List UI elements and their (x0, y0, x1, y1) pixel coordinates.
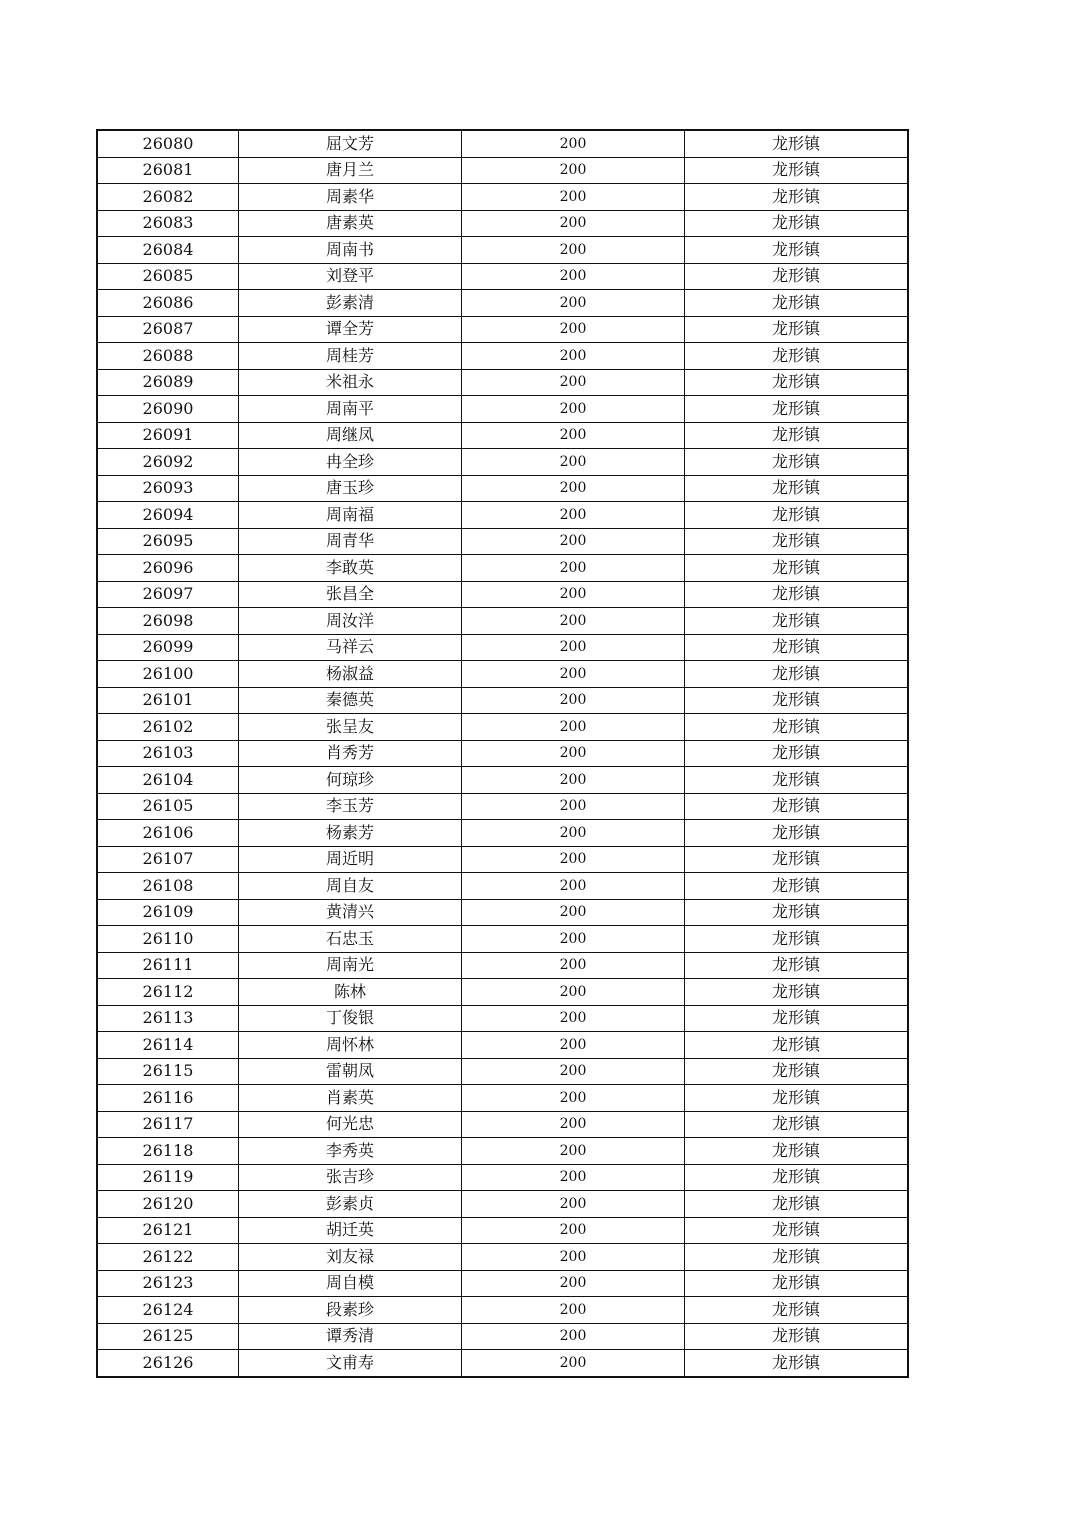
amount-cell: 200 (462, 1032, 685, 1059)
person-name-cell: 冉全珍 (239, 449, 462, 476)
table-row (97, 1058, 908, 1085)
table-row (97, 820, 908, 847)
town-cell: 龙形镇 (685, 740, 909, 767)
person-name-cell: 彭素贞 (239, 1191, 462, 1218)
record-id-cell: 26123 (97, 1270, 239, 1297)
town-cell: 龙形镇 (685, 1217, 909, 1244)
person-name-cell: 张昌全 (239, 581, 462, 608)
person-name-cell: 何光忠 (239, 1111, 462, 1138)
person-name-cell: 周桂芳 (239, 343, 462, 370)
amount-cell: 200 (462, 952, 685, 979)
town-cell: 龙形镇 (685, 1270, 909, 1297)
person-name-cell: 陈林 (239, 979, 462, 1006)
town-cell: 龙形镇 (685, 502, 909, 529)
town-cell: 龙形镇 (685, 1085, 909, 1112)
amount-cell: 200 (462, 343, 685, 370)
amount-cell: 200 (462, 1270, 685, 1297)
table-row (97, 581, 908, 608)
record-id-cell: 26111 (97, 952, 239, 979)
table-row (97, 1005, 908, 1032)
town-cell: 龙形镇 (685, 369, 909, 396)
person-name-cell: 黄清兴 (239, 899, 462, 926)
table-row (97, 263, 908, 290)
person-name-cell: 彭素清 (239, 290, 462, 317)
amount-cell: 200 (462, 1217, 685, 1244)
record-id-cell: 26084 (97, 237, 239, 264)
table-row (97, 714, 908, 741)
record-id-cell: 26113 (97, 1005, 239, 1032)
record-id-cell: 26099 (97, 634, 239, 661)
amount-cell: 200 (462, 1323, 685, 1350)
town-cell: 龙形镇 (685, 449, 909, 476)
amount-cell: 200 (462, 369, 685, 396)
table-row (97, 316, 908, 343)
record-id-cell: 26106 (97, 820, 239, 847)
town-cell: 龙形镇 (685, 1111, 909, 1138)
record-id-cell: 26097 (97, 581, 239, 608)
table-row (97, 899, 908, 926)
amount-cell: 200 (462, 422, 685, 449)
person-name-cell: 肖秀芳 (239, 740, 462, 767)
amount-cell: 200 (462, 846, 685, 873)
record-id-cell: 26095 (97, 528, 239, 555)
amount-cell: 200 (462, 1005, 685, 1032)
record-id-cell: 26082 (97, 184, 239, 211)
town-cell: 龙形镇 (685, 184, 909, 211)
amount-cell: 200 (462, 661, 685, 688)
record-id-cell: 26105 (97, 793, 239, 820)
record-id-cell: 26125 (97, 1323, 239, 1350)
table-row (97, 1111, 908, 1138)
table-row (97, 475, 908, 502)
town-cell: 龙形镇 (685, 581, 909, 608)
amount-cell: 200 (462, 740, 685, 767)
person-name-cell: 何琼珍 (239, 767, 462, 794)
town-cell: 龙形镇 (685, 1058, 909, 1085)
table-row (97, 1164, 908, 1191)
table-row (97, 846, 908, 873)
record-id-cell: 26122 (97, 1244, 239, 1271)
amount-cell: 200 (462, 1085, 685, 1112)
person-name-cell: 周继凤 (239, 422, 462, 449)
record-id-cell: 26081 (97, 157, 239, 184)
person-name-cell: 屈文芳 (239, 130, 462, 157)
person-name-cell: 周南书 (239, 237, 462, 264)
town-cell: 龙形镇 (685, 793, 909, 820)
amount-cell: 200 (462, 290, 685, 317)
record-id-cell: 26080 (97, 130, 239, 157)
amount-cell: 200 (462, 316, 685, 343)
person-name-cell: 周南福 (239, 502, 462, 529)
person-name-cell: 周青华 (239, 528, 462, 555)
record-id-cell: 26121 (97, 1217, 239, 1244)
amount-cell: 200 (462, 396, 685, 423)
town-cell: 龙形镇 (685, 952, 909, 979)
town-cell: 龙形镇 (685, 210, 909, 237)
amount-cell: 200 (462, 502, 685, 529)
town-cell: 龙形镇 (685, 528, 909, 555)
town-cell: 龙形镇 (685, 687, 909, 714)
record-id-cell: 26094 (97, 502, 239, 529)
town-cell: 龙形镇 (685, 263, 909, 290)
record-id-cell: 26087 (97, 316, 239, 343)
town-cell: 龙形镇 (685, 661, 909, 688)
amount-cell: 200 (462, 1350, 685, 1377)
amount-cell: 200 (462, 263, 685, 290)
town-cell: 龙形镇 (685, 396, 909, 423)
town-cell: 龙形镇 (685, 1244, 909, 1271)
amount-cell: 200 (462, 157, 685, 184)
amount-cell: 200 (462, 1297, 685, 1324)
roster-body (97, 130, 908, 1377)
person-name-cell: 石忠玉 (239, 926, 462, 953)
person-name-cell: 刘登平 (239, 263, 462, 290)
person-name-cell: 周南光 (239, 952, 462, 979)
record-id-cell: 26100 (97, 661, 239, 688)
record-id-cell: 26098 (97, 608, 239, 635)
table-row (97, 555, 908, 582)
record-id-cell: 26083 (97, 210, 239, 237)
record-id-cell: 26085 (97, 263, 239, 290)
table-row (97, 422, 908, 449)
town-cell: 龙形镇 (685, 846, 909, 873)
amount-cell: 200 (462, 1164, 685, 1191)
person-name-cell: 李玉芳 (239, 793, 462, 820)
person-name-cell: 李敢英 (239, 555, 462, 582)
roster-table (96, 129, 909, 1378)
amount-cell: 200 (462, 608, 685, 635)
amount-cell: 200 (462, 1244, 685, 1271)
amount-cell: 200 (462, 130, 685, 157)
table-row (97, 1297, 908, 1324)
table-row (97, 1350, 908, 1377)
person-name-cell: 秦德英 (239, 687, 462, 714)
amount-cell: 200 (462, 1111, 685, 1138)
record-id-cell: 26086 (97, 290, 239, 317)
town-cell: 龙形镇 (685, 979, 909, 1006)
record-id-cell: 26120 (97, 1191, 239, 1218)
person-name-cell: 唐月兰 (239, 157, 462, 184)
amount-cell: 200 (462, 926, 685, 953)
town-cell: 龙形镇 (685, 926, 909, 953)
table-row (97, 449, 908, 476)
town-cell: 龙形镇 (685, 475, 909, 502)
amount-cell: 200 (462, 634, 685, 661)
town-cell: 龙形镇 (685, 555, 909, 582)
table-row (97, 502, 908, 529)
table-row (97, 1323, 908, 1350)
person-name-cell: 周自友 (239, 873, 462, 900)
table-row (97, 1085, 908, 1112)
amount-cell: 200 (462, 767, 685, 794)
town-cell: 龙形镇 (685, 1138, 909, 1165)
record-id-cell: 26110 (97, 926, 239, 953)
town-cell: 龙形镇 (685, 634, 909, 661)
amount-cell: 200 (462, 581, 685, 608)
record-id-cell: 26096 (97, 555, 239, 582)
town-cell: 龙形镇 (685, 316, 909, 343)
table-row (97, 290, 908, 317)
person-name-cell: 马祥云 (239, 634, 462, 661)
town-cell: 龙形镇 (685, 1323, 909, 1350)
table-row (97, 979, 908, 1006)
person-name-cell: 杨素芳 (239, 820, 462, 847)
record-id-cell: 26090 (97, 396, 239, 423)
record-id-cell: 26089 (97, 369, 239, 396)
table-row (97, 952, 908, 979)
person-name-cell: 文甫寿 (239, 1350, 462, 1377)
record-id-cell: 26091 (97, 422, 239, 449)
person-name-cell: 雷朝凤 (239, 1058, 462, 1085)
table-row (97, 210, 908, 237)
record-id-cell: 26101 (97, 687, 239, 714)
town-cell: 龙形镇 (685, 290, 909, 317)
record-id-cell: 26124 (97, 1297, 239, 1324)
person-name-cell: 胡迁英 (239, 1217, 462, 1244)
record-id-cell: 26119 (97, 1164, 239, 1191)
town-cell: 龙形镇 (685, 767, 909, 794)
table-row (97, 1270, 908, 1297)
town-cell: 龙形镇 (685, 1297, 909, 1324)
town-cell: 龙形镇 (685, 422, 909, 449)
person-name-cell: 周自模 (239, 1270, 462, 1297)
record-id-cell: 26104 (97, 767, 239, 794)
table-row (97, 157, 908, 184)
record-id-cell: 26107 (97, 846, 239, 873)
amount-cell: 200 (462, 873, 685, 900)
table-row (97, 1244, 908, 1271)
amount-cell: 200 (462, 528, 685, 555)
table-row (97, 687, 908, 714)
town-cell: 龙形镇 (685, 1164, 909, 1191)
person-name-cell: 周汝洋 (239, 608, 462, 635)
person-name-cell: 刘友禄 (239, 1244, 462, 1271)
record-id-cell: 26092 (97, 449, 239, 476)
table-row (97, 184, 908, 211)
record-id-cell: 26115 (97, 1058, 239, 1085)
table-row (97, 528, 908, 555)
amount-cell: 200 (462, 793, 685, 820)
town-cell: 龙形镇 (685, 714, 909, 741)
person-name-cell: 肖素英 (239, 1085, 462, 1112)
town-cell: 龙形镇 (685, 237, 909, 264)
person-name-cell: 唐玉珍 (239, 475, 462, 502)
person-name-cell: 张呈友 (239, 714, 462, 741)
record-id-cell: 26116 (97, 1085, 239, 1112)
table-row (97, 396, 908, 423)
record-id-cell: 26126 (97, 1350, 239, 1377)
table-row (97, 1138, 908, 1165)
record-id-cell: 26093 (97, 475, 239, 502)
town-cell: 龙形镇 (685, 1032, 909, 1059)
table-row (97, 793, 908, 820)
amount-cell: 200 (462, 555, 685, 582)
table-row (97, 130, 908, 157)
record-id-cell: 26112 (97, 979, 239, 1006)
town-cell: 龙形镇 (685, 343, 909, 370)
town-cell: 龙形镇 (685, 157, 909, 184)
town-cell: 龙形镇 (685, 873, 909, 900)
person-name-cell: 周怀林 (239, 1032, 462, 1059)
person-name-cell: 张吉珍 (239, 1164, 462, 1191)
amount-cell: 200 (462, 714, 685, 741)
town-cell: 龙形镇 (685, 130, 909, 157)
town-cell: 龙形镇 (685, 1005, 909, 1032)
amount-cell: 200 (462, 899, 685, 926)
record-id-cell: 26114 (97, 1032, 239, 1059)
town-cell: 龙形镇 (685, 820, 909, 847)
table-row (97, 237, 908, 264)
table-row (97, 369, 908, 396)
table-row (97, 740, 908, 767)
amount-cell: 200 (462, 820, 685, 847)
roster-sheet (96, 129, 906, 1378)
record-id-cell: 26102 (97, 714, 239, 741)
table-row (97, 634, 908, 661)
town-cell: 龙形镇 (685, 899, 909, 926)
amount-cell: 200 (462, 1058, 685, 1085)
person-name-cell: 米祖永 (239, 369, 462, 396)
table-row (97, 926, 908, 953)
person-name-cell: 周素华 (239, 184, 462, 211)
amount-cell: 200 (462, 210, 685, 237)
amount-cell: 200 (462, 184, 685, 211)
table-row (97, 1032, 908, 1059)
table-row (97, 873, 908, 900)
town-cell: 龙形镇 (685, 1191, 909, 1218)
person-name-cell: 唐素英 (239, 210, 462, 237)
record-id-cell: 26088 (97, 343, 239, 370)
person-name-cell: 杨淑益 (239, 661, 462, 688)
person-name-cell: 谭全芳 (239, 316, 462, 343)
amount-cell: 200 (462, 1138, 685, 1165)
amount-cell: 200 (462, 475, 685, 502)
town-cell: 龙形镇 (685, 1350, 909, 1377)
town-cell: 龙形镇 (685, 608, 909, 635)
table-row (97, 343, 908, 370)
person-name-cell: 李秀英 (239, 1138, 462, 1165)
amount-cell: 200 (462, 979, 685, 1006)
table-row (97, 767, 908, 794)
record-id-cell: 26109 (97, 899, 239, 926)
record-id-cell: 26118 (97, 1138, 239, 1165)
table-row (97, 661, 908, 688)
record-id-cell: 26108 (97, 873, 239, 900)
person-name-cell: 丁俊银 (239, 1005, 462, 1032)
record-id-cell: 26103 (97, 740, 239, 767)
record-id-cell: 26117 (97, 1111, 239, 1138)
amount-cell: 200 (462, 1191, 685, 1218)
amount-cell: 200 (462, 449, 685, 476)
amount-cell: 200 (462, 687, 685, 714)
table-row (97, 1191, 908, 1218)
person-name-cell: 周南平 (239, 396, 462, 423)
table-row (97, 608, 908, 635)
table-row (97, 1217, 908, 1244)
person-name-cell: 段素珍 (239, 1297, 462, 1324)
person-name-cell: 谭秀清 (239, 1323, 462, 1350)
person-name-cell: 周近明 (239, 846, 462, 873)
amount-cell: 200 (462, 237, 685, 264)
